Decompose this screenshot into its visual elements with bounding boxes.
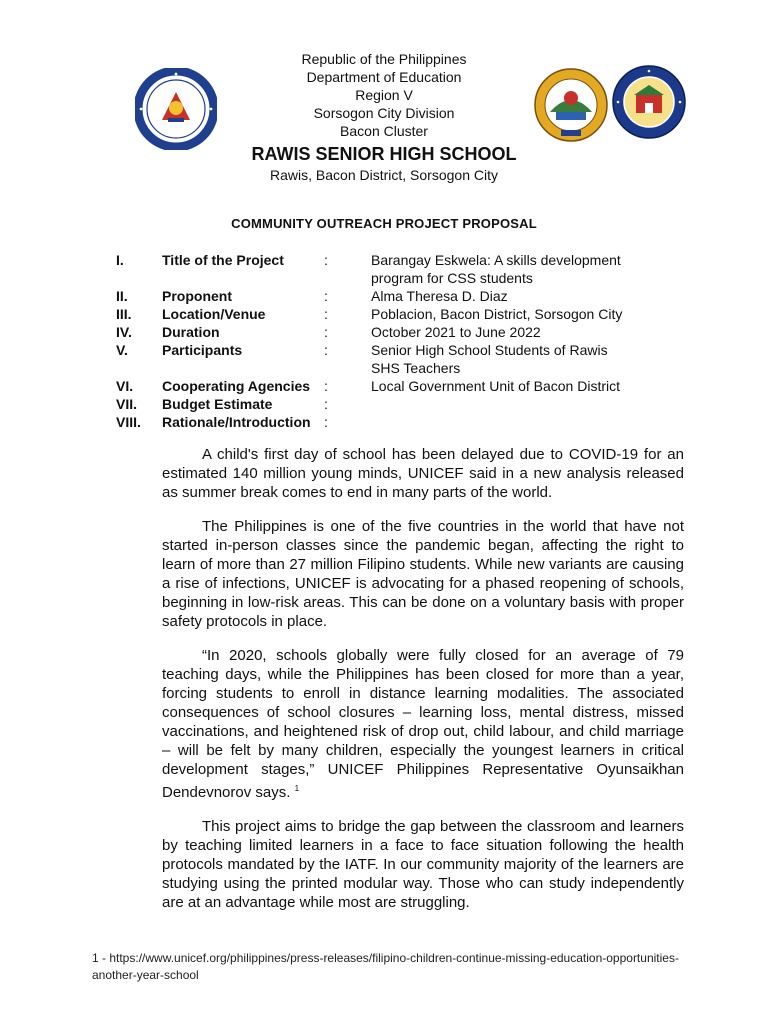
info-value: Barangay Eskwela: A skills development program for CSS students: [371, 252, 621, 286]
project-info-list: [116, 251, 656, 431]
info-row-cooperating-agencies: [116, 377, 656, 395]
document-title: COMMUNITY OUTREACH PROJECT PROPOSAL: [231, 216, 537, 231]
header-division: Sorsogon City Division: [313, 105, 455, 121]
info-colon: :: [324, 252, 328, 268]
rationale-body: [162, 445, 684, 927]
info-number: I.: [116, 252, 124, 268]
info-label: Duration: [162, 324, 220, 340]
info-number: V.: [116, 342, 128, 358]
info-label: Proponent: [162, 288, 232, 304]
footnote: 1 - https://www.unicef.org/philippines/press-releases/filipino-children-continue-missing-education-opportunities-another-year-school: [92, 951, 679, 982]
info-number: VI.: [116, 378, 134, 394]
letterhead: [0, 50, 768, 184]
info-value: October 2021 to June 2022: [371, 324, 541, 340]
info-label: Participants: [162, 342, 243, 358]
info-colon: :: [324, 396, 328, 412]
info-colon: :: [324, 288, 328, 304]
paragraph: The Philippines is one of the five countries in the world that have not started in-person classes since the pandemic began, affecting the right to learn of more than 27 million Filipino students. While new variants are causing a rise of infections, UNICEF is advocating for a phased reopening of schools, beginning in low-risk areas. This can be done on a voluntary basis with proper safety protocols in place.: [162, 518, 684, 630]
info-label: Budget Estimate: [162, 396, 273, 412]
paragraph: A child's first day of school has been delayed due to COVID-19 for an estimated 140 million young minds, UNICEF said in a new analysis released as summer break comes to end in many parts of the world.: [162, 446, 684, 501]
info-row-proponent: [116, 287, 656, 305]
school-name: RAWIS SENIOR HIGH SCHOOL: [251, 144, 517, 164]
info-colon: :: [324, 306, 328, 322]
info-value: [371, 395, 656, 413]
info-colon: :: [324, 378, 328, 394]
info-row-duration: [116, 323, 656, 341]
info-value: Alma Theresa D. Diaz: [371, 288, 508, 304]
info-row-title: [116, 251, 656, 287]
info-colon: :: [324, 414, 328, 430]
footnote-marker: 1: [294, 784, 300, 793]
paragraph-text: “In 2020, schools globally were fully closed for an average of 79 teaching days, while the Philippines has been closed for more than a year, forcing students to enroll in distance learning modalities. The associated consequences of school closures – learning loss, mental distress, missed vaccinations, and heightened risk of drop out, child labour, and child marriage – will be felt by many children, especially the youngest learners in critical development stages,” UNICEF Philippines Representative Oyunsaikhan Dendevnorov says.: [162, 647, 684, 801]
info-number: III.: [116, 306, 132, 322]
header-region: Region V: [355, 87, 413, 103]
info-colon: :: [324, 342, 328, 358]
info-value: Local Government Unit of Bacon District: [371, 378, 620, 394]
paragraph: This project aims to bridge the gap between the classroom and learners by teaching limited learners in a face to face situation following the health protocols mandated by the IATF. In our community majority of the learners are studying using the printed modular way. Those who can study independently are at an advantage while most are struggling.: [162, 818, 684, 911]
info-value: Poblacion, Bacon District, Sorsogon City: [371, 306, 623, 322]
school-address: Rawis, Bacon District, Sorsogon City: [270, 167, 498, 183]
info-row-rationale: [116, 413, 656, 431]
info-row-location: [116, 305, 656, 323]
info-row-participants: [116, 341, 656, 377]
header-republic: Republic of the Philippines: [301, 51, 467, 67]
info-value: [371, 413, 656, 431]
info-number: VII.: [116, 396, 138, 412]
info-label: Cooperating Agencies: [162, 378, 311, 394]
info-number: IV.: [116, 324, 132, 340]
info-label: Location/Venue: [162, 306, 266, 322]
info-label: Title of the Project: [162, 252, 284, 268]
header-department: Department of Education: [306, 69, 462, 85]
info-row-budget: [116, 395, 656, 413]
info-number: II.: [116, 288, 128, 304]
info-label: Rationale/Introduction: [162, 414, 311, 430]
info-number: VIII.: [116, 414, 141, 430]
header-cluster: Bacon Cluster: [340, 123, 428, 139]
info-value: Senior High School Students of Rawis SHS Teachers: [371, 342, 608, 376]
info-colon: :: [324, 324, 328, 340]
paragraph: [162, 646, 684, 802]
